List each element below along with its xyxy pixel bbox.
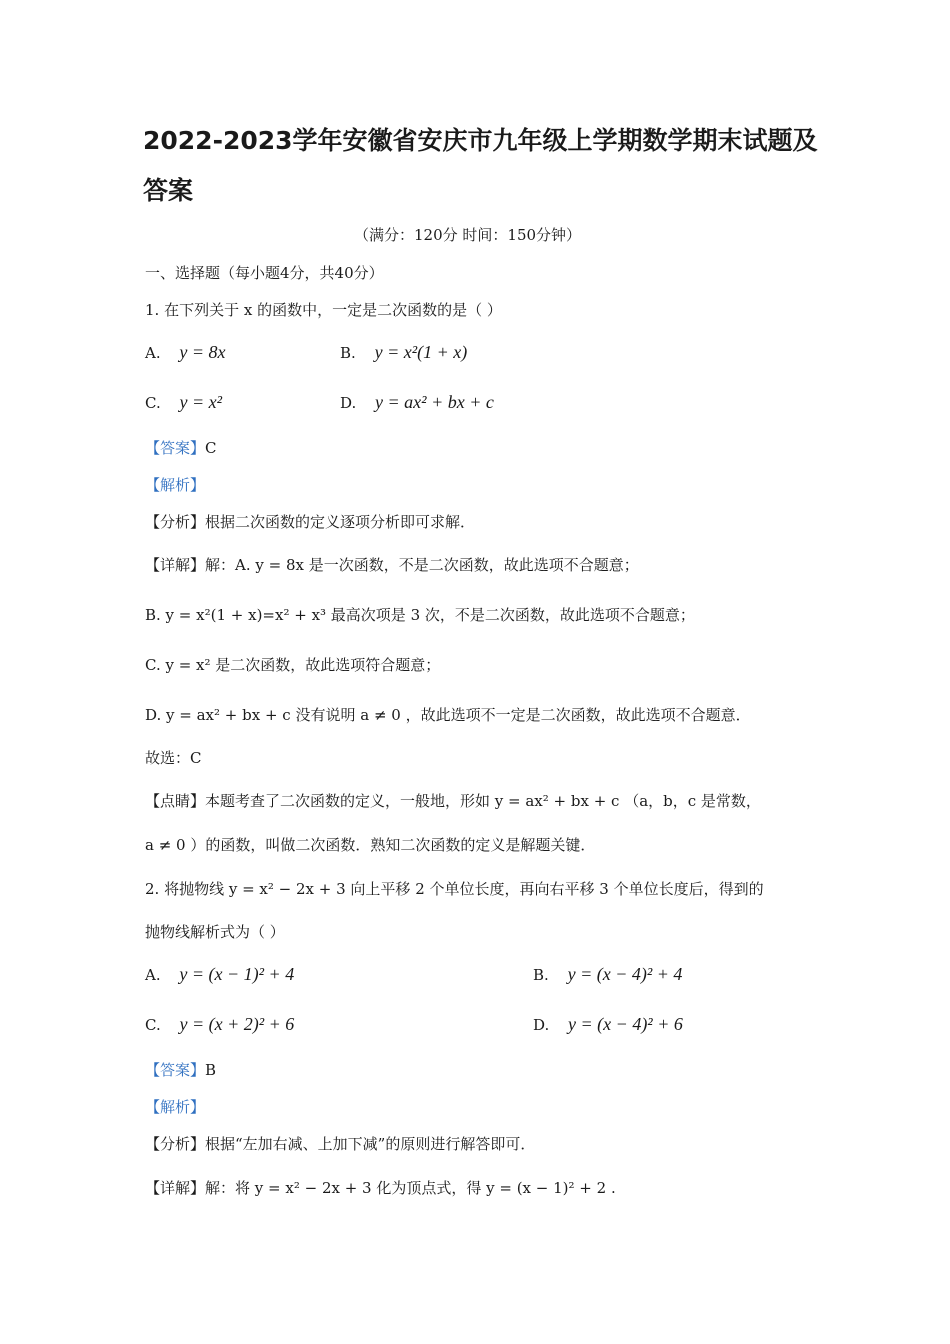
q1-detail-d: D. y = ax² + bx + c 没有说明 a ≠ 0 ，故此选项不一定是二次函数，故此选项不合题意． [145, 706, 751, 724]
q1-choose: 故选：C [145, 749, 202, 767]
q1-dianjing-1: 【点睛】本题考查了二次函数的定义，一般地，形如 y = ax² + bx + c （a，b，c 是常数， [145, 792, 761, 810]
q1-option-d[interactable]: D. y = ax² + bx + c [340, 392, 494, 412]
q1-option-a[interactable]: A. y = 8x [145, 342, 226, 362]
q1-detail-b: B. y = x²(1 + x)=x² + x³ 最高次项是 3 次，不是二次函数，故此选项不合题意； [145, 606, 695, 624]
q1-dianjing-2: a ≠ 0 ）的函数，叫做二次函数．熟知二次函数的定义是解题关键． [145, 836, 596, 854]
q2-analysis-tag: 【解析】 [145, 1098, 206, 1116]
q1-fenxi: 【分析】根据二次函数的定义逐项分析即可求解． [145, 513, 476, 531]
section-heading: 一、选择题（每小题4分，共40分） [145, 264, 384, 282]
q2-option-a[interactable]: A. y = (x − 1)² + 4 [145, 964, 295, 984]
q1-option-c[interactable]: C. y = x² [145, 392, 223, 412]
q2-detail: 【详解】解：将 y = x² − 2x + 3 化为顶点式，得 y = (x − 1)² + 2 . [145, 1179, 616, 1197]
q2-option-c[interactable]: C. y = (x + 2)² + 6 [145, 1014, 295, 1034]
q2-option-b[interactable]: B. y = (x − 4)² + 4 [533, 964, 683, 984]
question-2-stem-2: 抛物线解析式为（ ） [145, 923, 285, 941]
q2-option-d[interactable]: D. y = (x − 4)² + 6 [533, 1014, 683, 1034]
q1-answer: 【答案】C [145, 439, 217, 457]
q2-fenxi: 【分析】根据“左加右减、上加下减”的原则进行解答即可． [145, 1135, 536, 1153]
exam-info: （满分：120分 时间：150分钟） [354, 226, 582, 244]
q1-analysis-tag: 【解析】 [145, 476, 206, 494]
q1-option-b[interactable]: B. y = x²(1 + x) [340, 342, 468, 362]
q1-detail-c: C. y = x² 是二次函数，故此选项符合题意； [145, 656, 441, 674]
question-1-stem: 1. 在下列关于 x 的函数中，一定是二次函数的是（ ） [145, 301, 502, 319]
q1-detail-a: 【详解】解：A. y = 8x 是一次函数，不是二次函数，故此选项不合题意； [145, 556, 639, 574]
q2-answer: 【答案】B [145, 1061, 217, 1079]
page-title: 2022-2023学年安徽省安庆市九年级上学期数学期末试题及答案 [143, 126, 818, 205]
question-2-stem-1: 2. 将抛物线 y = x² − 2x + 3 向上平移 2 个单位长度，再向右平移 3 个单位长度后，得到的 [145, 880, 764, 898]
